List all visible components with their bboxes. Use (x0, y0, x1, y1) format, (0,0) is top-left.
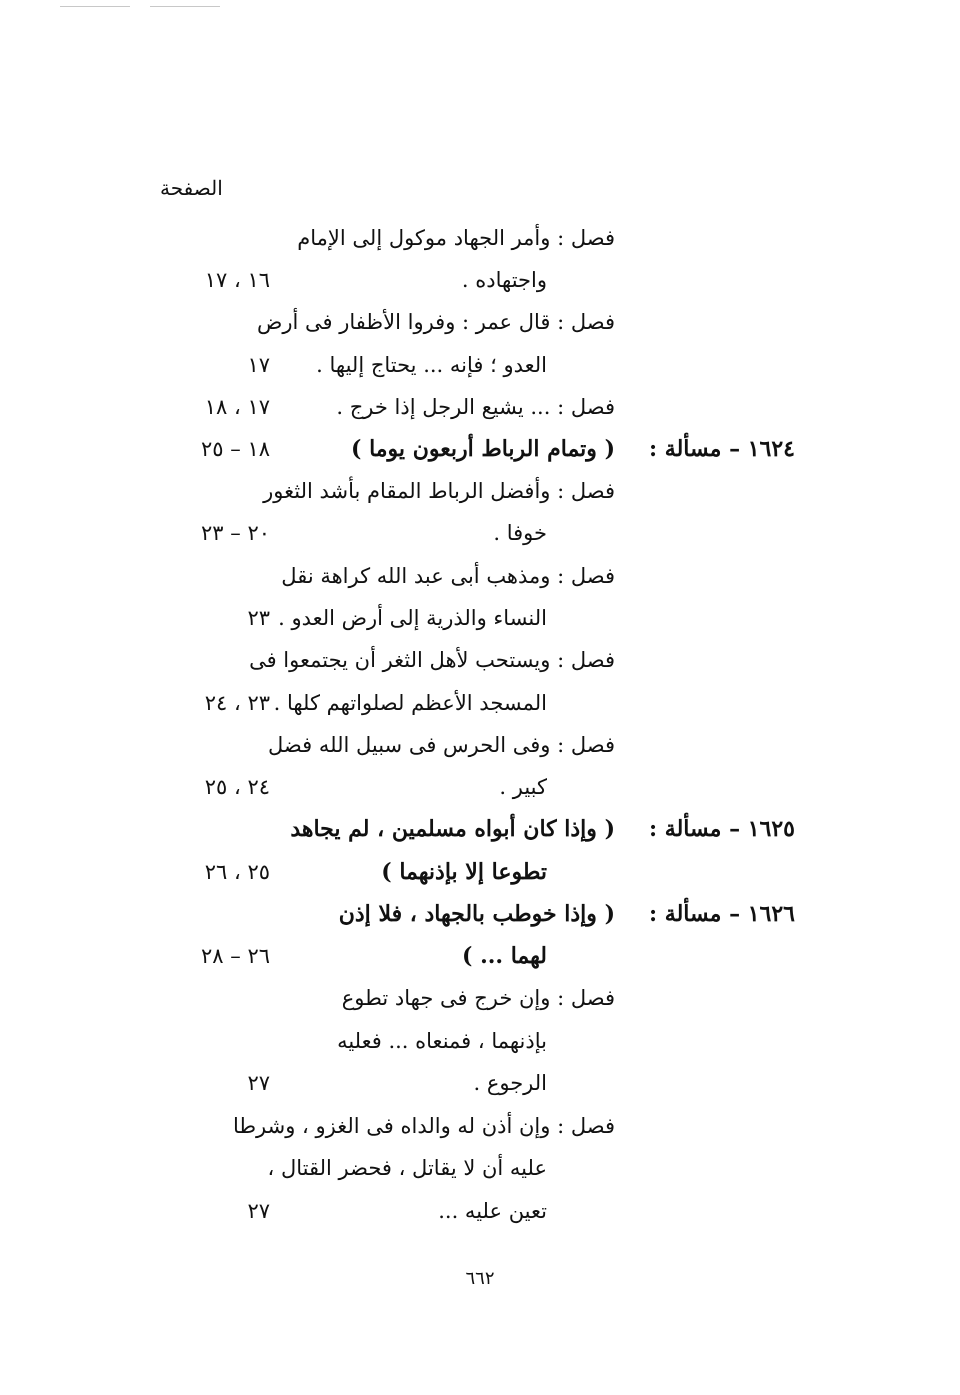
entry-text: فصل : وأفضل الرباط المقام بأشد الثغور (263, 479, 615, 503)
entry-number: ١٦٢٤ – مسألة : (649, 436, 795, 462)
page-number: ٦٦٢ (465, 1268, 495, 1289)
entry-text: فصل : ... يشيع الرجل إذا خرج . (336, 395, 615, 419)
entry-pages: ٢٥ ، ٢٦ (204, 860, 270, 884)
entry-pages: ٢٦ – ٢٨ (201, 944, 270, 968)
entry-text: تطوعا إلا بإذنهما ) (381, 859, 547, 885)
page-column-label: الصفحة (160, 176, 223, 200)
entry-text: المسجد الأعظم لصلواتهم كلها . (273, 691, 547, 715)
entry-pages: ٢٤ ، ٢٥ (204, 775, 270, 799)
entry-text: ( وإذا خوطب بالجهاد ، فلا إذن (338, 901, 615, 927)
entry-text: ( وإذا كان أبواه مسلمين ، لم يجاهد (290, 816, 615, 842)
entry-text: عليه أن لا يقاتل ، فحضر القتال ، (267, 1156, 547, 1180)
entry-pages: ١٨ – ٢٥ (201, 437, 270, 461)
entry-text: فصل : وفى الحرس فى سبيل الله فضل (268, 733, 615, 757)
entry-text: ( وتمام الرباط أربعون يوما ) (351, 436, 615, 462)
entry-text: واجتهاده . (461, 268, 547, 292)
entry-text: لهما ... ) (462, 943, 547, 969)
entry-text: فصل : قال عمر : وفروا الأظفار فى أرض (257, 310, 615, 334)
entry-text: فصل : ومذهب أبى عبد الله كراهة نقل (281, 564, 615, 588)
entry-pages: ٢٧ (247, 1071, 270, 1095)
scan-mark (150, 6, 220, 7)
entry-text: فصل : ويستحب لأهل الثغر أن يجتمعوا فى (249, 648, 615, 672)
entry-pages: ٢٧ (247, 1199, 270, 1223)
entry-pages: ٢٣ (247, 606, 270, 630)
entry-text: كبير . (499, 775, 547, 799)
entry-number: ١٦٢٦ – مسألة : (649, 901, 795, 927)
entry-text: النساء والذرية إلى أرض العدو . (278, 606, 547, 630)
entry-pages: ١٦ ، ١٧ (204, 268, 270, 292)
entry-pages: ١٧ ، ١٨ (204, 395, 270, 419)
entry-text: العدو ؛ فإنه ... يحتاج إليها . (316, 353, 547, 377)
entry-pages: ١٧ (247, 353, 270, 377)
entry-text: فصل : وأمر الجهاد موكول إلى الإمام (297, 226, 615, 250)
scan-mark (60, 6, 130, 7)
entry-text: خوفا . (493, 521, 547, 545)
entry-text: فصل : وإن أذن له والداه فى الغزو ، وشرطا (232, 1114, 615, 1138)
entry-text: بإذنهما ، فمنعاه ... فعليه (337, 1029, 547, 1053)
entry-pages: ٢٣ ، ٢٤ (204, 691, 270, 715)
entry-text: تعين عليه ... (438, 1199, 547, 1223)
entry-number: ١٦٢٥ – مسألة : (649, 816, 795, 842)
entry-text: الرجوع . (473, 1071, 547, 1095)
entry-pages: ٢٠ – ٢٣ (201, 521, 270, 545)
entry-text: فصل : وإن خرج فى جهاد تطوع (341, 986, 615, 1010)
